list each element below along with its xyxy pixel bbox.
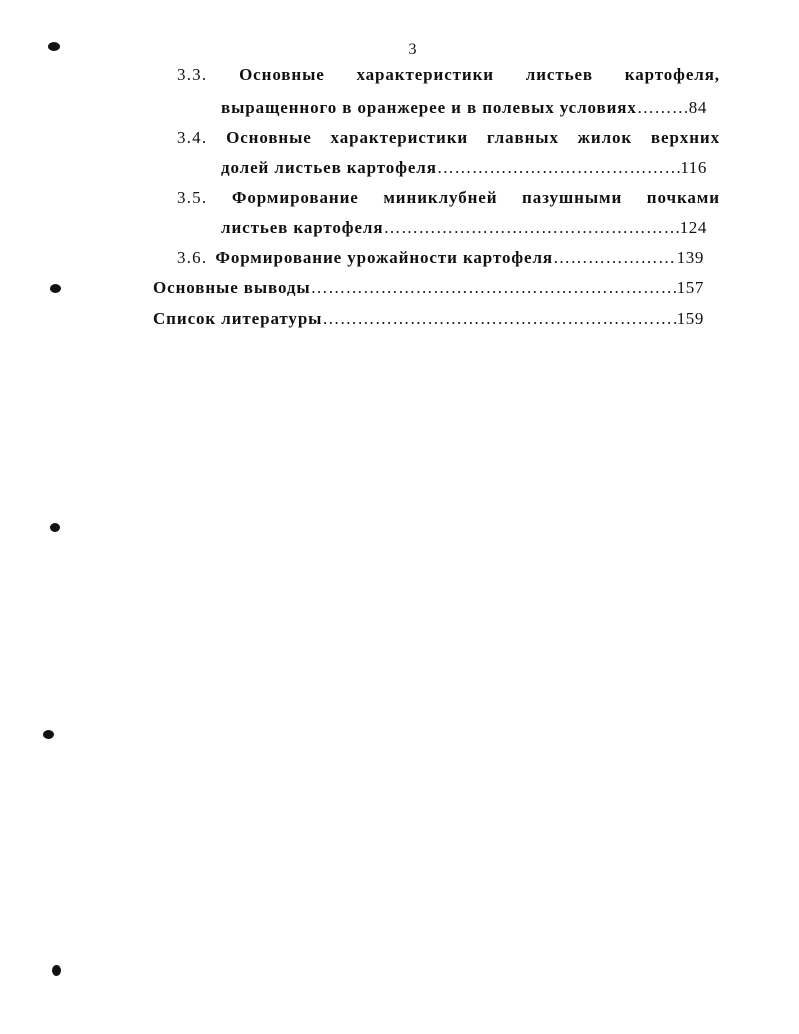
punch-mark-3 <box>50 523 60 532</box>
toc-entry-title: Основные выводы <box>153 278 311 297</box>
toc-entry-3-5-line-1 <box>177 185 720 211</box>
toc-entry-title: листьев картофеля <box>221 218 384 237</box>
toc-entry-word: Основные <box>226 128 312 147</box>
toc-entry-number: 3.5. <box>177 188 208 207</box>
toc-leader-dots <box>553 245 677 271</box>
toc-entry-3-4-line-2 <box>221 155 707 181</box>
toc-entry-number: 3.6. <box>177 248 208 267</box>
toc-entry-word: характеристики <box>330 128 469 147</box>
toc-entry-word: жилок <box>577 128 633 147</box>
toc-entry-3-6 <box>177 245 704 271</box>
toc-entry-title: выращенного в оранжерее и в полевых условиях <box>221 98 637 117</box>
toc-entry-word: Основные <box>239 65 325 84</box>
toc-entry-3-5-line-2 <box>221 215 707 241</box>
toc-entry-word: миниклубней <box>383 188 498 207</box>
punch-mark-1 <box>48 42 60 51</box>
toc-entry-word: картофеля, <box>624 65 720 84</box>
punch-mark-4 <box>43 730 54 739</box>
toc-entry-title: Формирование урожайности картофеля <box>215 248 554 267</box>
toc-entry-3-4-line-1 <box>177 125 720 151</box>
toc-entry-page: 139 <box>676 248 704 267</box>
toc-leader-dots <box>311 275 677 301</box>
toc-entry-word: Формирование <box>231 188 359 207</box>
toc-leader-dots <box>637 95 689 121</box>
toc-entry-page: 84 <box>688 98 707 117</box>
toc-leader-dots <box>437 155 680 181</box>
toc-entry-references <box>153 306 704 332</box>
toc-entry-number: 3.4. <box>177 128 208 147</box>
toc-entry-word: верхних <box>650 128 720 147</box>
toc-entry-word: характеристики <box>356 65 495 84</box>
toc-entry-word: листьев <box>525 65 594 84</box>
punch-mark-5 <box>52 965 61 976</box>
toc-entry-3-3-line-1 <box>177 62 720 88</box>
toc-entry-word: почками <box>646 188 720 207</box>
toc-entry-number: 3.3. <box>177 65 208 84</box>
toc-entry-title: долей листьев картофеля <box>221 158 437 177</box>
toc-entry-title: Список литературы <box>153 309 323 328</box>
toc-leader-dots <box>322 306 676 332</box>
toc-entry-word: главных <box>486 128 559 147</box>
toc-entry-3-3-line-2 <box>221 95 707 121</box>
toc-entry-conclusions <box>153 275 704 301</box>
punch-mark-2 <box>50 284 61 293</box>
toc-entry-page: 116 <box>680 158 707 177</box>
toc-entry-page: 157 <box>676 278 704 297</box>
toc-leader-dots <box>383 215 679 241</box>
toc-entry-word: пазушными <box>522 188 623 207</box>
toc-entry-page: 159 <box>676 309 704 328</box>
toc-entry-page: 124 <box>679 218 707 237</box>
page-number: 3 <box>408 41 417 58</box>
